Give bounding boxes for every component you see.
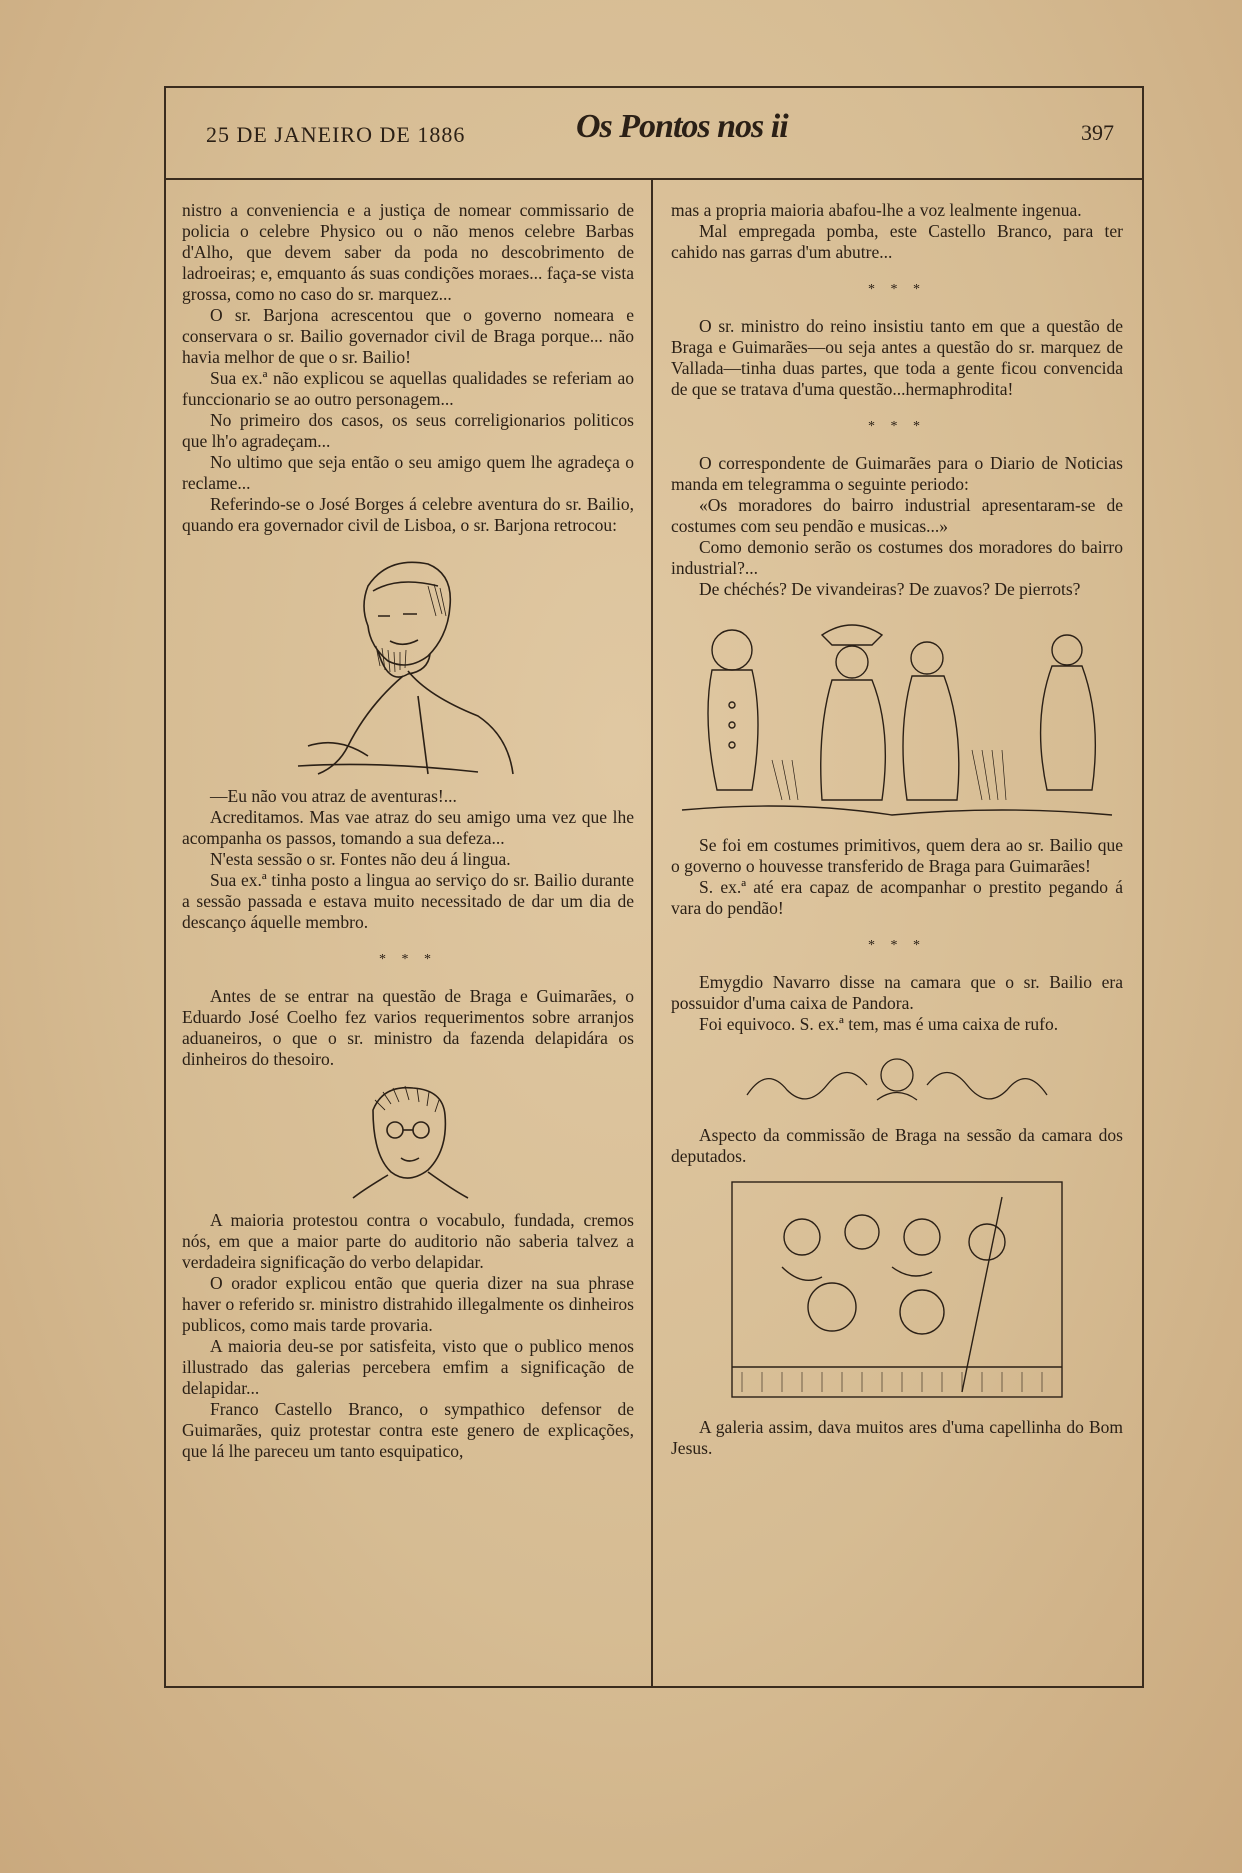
page-frame	[164, 86, 1144, 1688]
caption: A galeria assim, dava muitos ares d'uma capellinha do Bom Jesus.	[671, 1417, 1123, 1458]
paragraph: Mal empregada pomba, este Castello Branco, para ter cahido nas garras d'um abutre...	[671, 221, 1123, 262]
paragraph: —Eu não vou atraz de aventuras!...	[210, 786, 457, 806]
section-separator: * * *	[868, 938, 926, 953]
section-separator: * * *	[868, 419, 926, 434]
section-separator: * * *	[868, 282, 926, 297]
page-number: 397	[1081, 120, 1114, 145]
right-column	[671, 200, 1123, 1459]
section-separator: * * *	[379, 952, 437, 967]
costumes-illustration	[672, 610, 1122, 825]
left-column	[182, 200, 634, 1462]
paragraph: Sua ex.ª tinha posto a lingua ao serviço do sr. Bailio durante a sessão passada e estava muito necessitado de dar um dia de descanço áquelle membro.	[182, 870, 634, 932]
paragraph: O correspondente de Guimarães para o Diario de Noticias manda em telegramma o seguinte periodo:	[671, 453, 1123, 494]
column-divider	[651, 178, 653, 1686]
page-header	[166, 88, 1142, 180]
paragraph: Como demonio serão os costumes dos moradores do bairro industrial?...	[671, 537, 1123, 578]
paragraph: Se foi em costumes primitivos, quem dera ao sr. Bailio que o governo o houvesse transferido de Braga para Guimarães!	[671, 835, 1123, 876]
coelho-caricature	[333, 1080, 483, 1200]
gallery-illustration	[722, 1177, 1072, 1407]
paragraph: nistro a conveniencia e a justiça de nomear commissario de policia o celebre Physico ou o não menos celebre Barbas d'Alho, que devem saber da poda no descobrimento de ladroeiras; e, emquanto ás suas condições moraes... faça-se vista grossa, como no caso do sr. marquez...	[182, 200, 634, 304]
paragraph: O sr. Barjona acrescentou que o governo nomeara e conservara o sr. Bailio governador civil de Braga porque... não havia melhor de que o sr. Bailio!	[182, 305, 634, 367]
paragraph: O orador explicou então que queria dizer na sua phrase haver o referido sr. ministro distrahido illegalmente os dinheiros publicos, como mais tarde provaria.	[182, 1273, 634, 1335]
paragraph: A maioria protestou contra o vocabulo, fundada, cremos nós, em que a maior parte do auditorio não saberia talvez a verdadeira significação do verbo delapidar.	[182, 1210, 634, 1272]
paragraph: Antes de se entrar na questão de Braga e Guimarães, o Eduardo José Coelho fez varios requerimentos sobre arranjos aduaneiros, o que o sr. ministro da fazenda delapidára os dinheiros do thesoiro.	[182, 986, 634, 1069]
barjona-caricature	[278, 546, 538, 776]
paragraph: mas a propria maioria abafou-lhe a voz lealmente ingenua.	[671, 200, 1082, 220]
paragraph: S. ex.ª até era capaz de acompanhar o prestito pegando á vara do pendão!	[671, 877, 1123, 918]
paragraph: Sua ex.ª não explicou se aquellas qualidades se referiam ao funccionario se ao outro personagem...	[182, 368, 634, 409]
paragraph: No primeiro dos casos, os seus correligionarios politicos que lh'o agradeçam...	[182, 410, 634, 451]
paragraph: «Os moradores do bairro industrial apresentaram-se de costumes com seu pendão e musicas...»	[671, 495, 1123, 536]
paragraph: Foi equivoco. S. ex.ª tem, mas é uma caixa de rufo.	[699, 1014, 1059, 1034]
caption: Aspecto da commissão de Braga na sessão da camara dos deputados.	[671, 1125, 1123, 1166]
paragraph: O sr. ministro do reino insistiu tanto em que a questão de Braga e Guimarães—ou seja antes a questão do sr. marquez de Vallada—tinha duas partes, que toda a gente ficou convencida de que se tratava d'uma questão...hermaphrodita!	[671, 316, 1123, 399]
paragraph: Referindo-se o José Borges á celebre aventura do sr. Bailio, quando era governador civil de Lisboa, o sr. Barjona retrocou:	[182, 494, 634, 535]
ornament-vignette	[727, 1045, 1067, 1115]
paragraph: De chéchés? De vivandeiras? De zuavos? De pierrots?	[699, 579, 1081, 599]
paragraph: A maioria deu-se por satisfeita, visto que o publico menos illustrado das galerias percebera emfim a significação de delapidar...	[182, 1336, 634, 1398]
paragraph: N'esta sessão o sr. Fontes não deu á lingua.	[210, 849, 511, 869]
paragraph: Franco Castello Branco, o sympathico defensor de Guimarães, quiz protestar contra este genero de explicações, que lá lhe pareceu um tanto esquipatico,	[182, 1399, 634, 1461]
masthead-title: Os Pontos nos ii	[576, 108, 788, 145]
issue-date: 25 DE JANEIRO DE 1886	[206, 122, 466, 147]
paragraph: No ultimo que seja então o seu amigo quem lhe agradeça o reclame...	[182, 452, 634, 493]
paragraph: Emygdio Navarro disse na camara que o sr. Bailio era possuidor d'uma caixa de Pandora.	[671, 972, 1123, 1013]
paragraph: Acreditamos. Mas vae atraz do seu amigo uma vez que lhe acompanha os passos, tomando a sua defeza...	[182, 807, 634, 848]
